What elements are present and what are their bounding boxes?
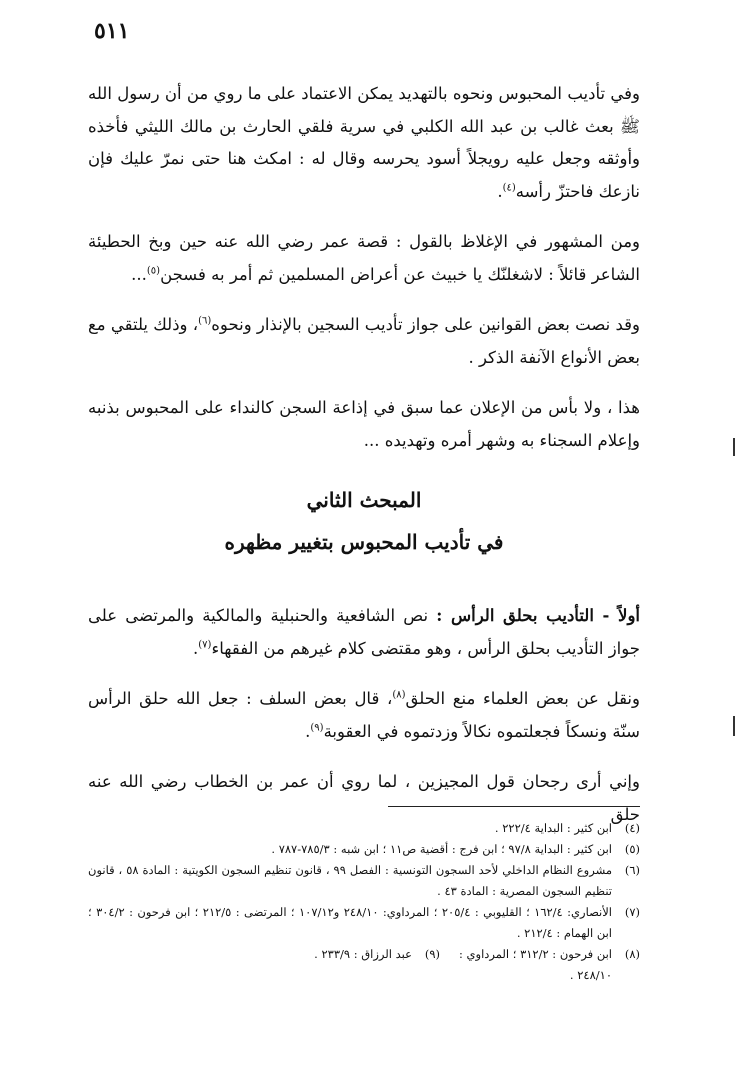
footnote: (٦) مشروع النظام الداخلي لأحد السجون التونسية : الفصل ٩٩ ، قانون تنظيم السجون الكويتية : المادة ٥٨ ، قانون تنظيم السجون المصرية : المادة ٤٣ . <box>88 863 640 898</box>
section-subtitle: في تأديب المحبوس بتغيير مظهره <box>224 530 504 554</box>
section-title: المبحث الثاني <box>306 488 422 512</box>
footnote-ref: (٦) <box>198 315 212 327</box>
footnote: (٩) عبد الرزاق : ٢٣٣/٩ . <box>314 947 440 961</box>
footnotes <box>88 818 640 986</box>
scan-edge-mark <box>733 716 735 736</box>
footnote-ref: (٤) <box>502 182 516 193</box>
body-text <box>88 78 640 475</box>
paragraph-lead: أولاً - التأديب بحلق الرأس : <box>436 606 641 625</box>
paragraph: أولاً - التأديب بحلق الرأس : نص الشافعية والحنبلية والمالكية والمرتضى على جواز التأديب بحلق الرأس ، وهو مقتضى كلام غيرهم من الفقهاء$^{(٧)}$. <box>88 606 641 658</box>
paragraph: وفي تأديب المحبوس ونحوه بالتهديد يمكن الاعتماد على ما روي من أن رسول الله ﷺ بعث غالب بن عبد الله الكلبي في سرية فلقي الحارث بن مالك الليثي فأخذه وأوثقه وجعل عليه رويجلاً أسود يحرسه وقال له : امكث هنا حتى نمرّ عليك فإن نازعك فاحتزّ رأسه$^{(٤)}$. <box>88 84 640 201</box>
section-body <box>88 600 640 849</box>
footnote-ref: (٥) <box>146 265 161 276</box>
paragraph: ومن المشهور في الإغلاظ بالقول : قصة عمر رضي الله عنه حين وبخ الحطيئة الشاعر قائلاً : لاشغلنّك يا خبيث عن أعراض المسلمين ثم أمر به فسجن$^{(٥)}$... <box>88 232 640 284</box>
footnote: (٤) ابن كثير : البداية ٢٢٢/٤ . <box>494 821 640 835</box>
paragraph: وقد نصت بعض القوانين على جواز تأديب السجين بالإنذار ونحوه$^{(٦)}$، وذلك يلتقي مع بعض الأنواع الآنفة الذكر . <box>88 315 640 367</box>
paragraph: ونقل عن بعض العلماء منع الحلق$^{(٨)}$، قال بعض السلف : جعل الله حلق الرأس سنّة ونسكاً فجعلتموه نكالاً وزدتموه في العقوبة$^{(٩)}$. <box>88 689 640 741</box>
paragraph: هذا ، ولا بأس من الإعلان عما سبق في إذاعة السجن كالنداء على المحبوس بذنبه وإعلام السجناء به وشهر أمره وتهديده ... <box>88 398 640 450</box>
footnote-ref: (٧) <box>198 639 212 650</box>
footnote: (٧) الأنصاري: ١٦٢/٤ ؛ القليوبي : ٢٠٥/٤ ؛ المرداوي: ٢٤٨/١٠ و١٠٧/١٢ ؛ المرتضى : ٢١٢/٥ ؛ ابن فرحون : ٣٠٤/٢ ؛ ابن الهمام : ٢١٢/٤ . <box>88 905 640 940</box>
footnote: (٨) ابن فرحون : ٣١٢/٢ ؛ المرداوي : ٢٤٨/١٠ . <box>459 947 640 982</box>
paragraph: وإني أرى رجحان قول المجيزين ، لما روي أن عمر بن الخطاب رضي الله عنه حلق <box>88 772 640 824</box>
footnote-ref: (٩) <box>310 722 324 733</box>
section-heading <box>88 480 640 564</box>
footnote: (٥) ابن كثير : البداية ٩٧/٨ ؛ ابن فرج : أقضية ص١١ ؛ ابن شبه : ٧٨٥/٣-٧٨٧ . <box>271 842 640 856</box>
footnote-ref: (٨) <box>392 689 406 701</box>
footnote-pair <box>88 944 640 986</box>
footnote-divider <box>388 806 640 807</box>
page-number: ٥١١ <box>94 18 130 44</box>
scan-edge-mark <box>733 438 735 456</box>
